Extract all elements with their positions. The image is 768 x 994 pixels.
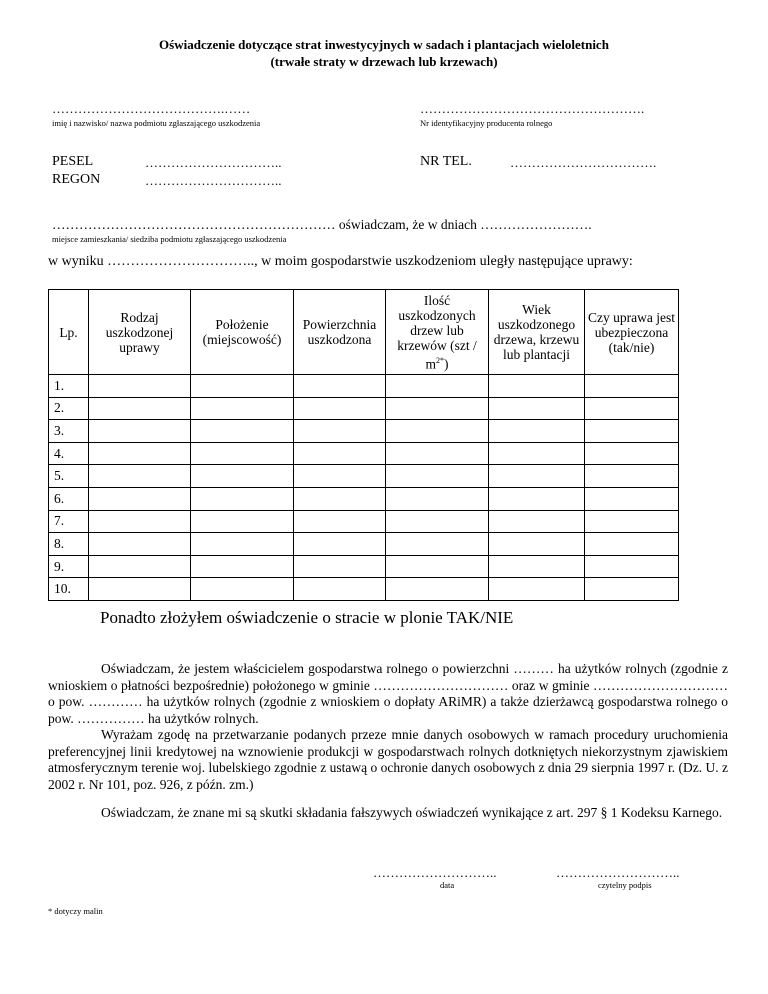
header-insured: Czy uprawa jest ubezpieczona (tak/nie) <box>585 290 679 375</box>
table-row <box>49 442 679 465</box>
table-row <box>49 487 679 510</box>
cause-line[interactable]: w wyniku ………………………….., w moim gospodarstwie uszkodzeniom uległy następujące uprawy: <box>48 254 633 269</box>
header-area: Powierzchnia uszkodzona <box>294 290 386 375</box>
date-label: data <box>440 880 455 890</box>
document-title-line2: (trwałe straty w drzewach lub krzewach) <box>270 54 498 69</box>
phone-field[interactable]: ……………………………. <box>510 155 657 170</box>
header-age: Wiek uszkodzonego drzewa, krzewu lub plantacji <box>489 290 585 375</box>
address-label: miejsce zamieszkania/ siedziba podmiotu zgłaszającego uszkodzenia <box>52 234 287 244</box>
signature-label: czytelny podpis <box>598 880 652 890</box>
row-number: 9. <box>49 555 89 578</box>
name-field-label: imię i nazwisko/ nazwa podmiotu zgłaszającego uszkodzenia <box>52 118 261 128</box>
date-field[interactable]: ……………………….. <box>373 865 497 880</box>
ownership-paragraph: Oświadczam, że jestem właścicielem gospodarstwa rolnego o powierzchni ……… ha użytków rolnych (zgodnie z wnioskiem o płatności bezpośrednie) położonego w gminie ………………………… oraz w gminie ………………………… o pow. ………… ha użytków rolnych (zgodnie z wnioskiem o dopłaty ARiMR) a także dzierżawcą gospodarstwa rolnego o pow. …………… ha użytków rolnych. Wyrażam zgodę na przetwarzanie podanych przeze mnie danych osobowych w ramach procedury uruchomienia preferencyjnej linii kredytowej na wznowienie produkcji w gospodarstwach rolnych dotkniętych niekorzystnym zjawiskiem atmosferycznym terenie woj. lubelskiego zgodnie z ustawą o ochronie danych osobowych z dnia 29 sierpnia 1997 r. (Dz. U. z 2002 r. Nr 101, poz. 926, z późn. zm.) <box>48 661 728 792</box>
row-number: 6. <box>49 487 89 510</box>
header-crop-type: Rodzaj uszkodzonej uprawy <box>89 290 191 375</box>
row-number: 2. <box>49 397 89 420</box>
footnote: * dotyczy malin <box>48 906 103 916</box>
header-location: Położenie (miejscowość) <box>191 290 294 375</box>
damage-table <box>48 289 679 601</box>
row-number: 7. <box>49 510 89 533</box>
consent-paragraph: Wyrażam zgodę na przetwarzanie podanych przeze mnie danych osobowych w ramach procedury uruchomienia preferencyjnej linii kredytowej na wznowienie produkcji w gospodarstwach rolnych dotkniętych niekorzystnym zjawiskiem atmosferycznym terenie woj. lubelskiego zgodnie z ustawą o ochronie danych osobowych z dnia 29 sierpnia 1997 r. (Dz. U. z 2002 r. Nr 101, poz. 926, z późn. zm.) <box>48 727 728 792</box>
table-row <box>49 578 679 601</box>
document-title-line1: Oświadczenie dotyczące strat inwestycyjnych w sadach i plantacjach wieloletnich <box>159 37 609 52</box>
row-number: 5. <box>49 465 89 488</box>
name-field[interactable]: ………………………………….…… <box>52 101 251 116</box>
table-row <box>49 555 679 578</box>
table-row <box>49 510 679 533</box>
phone-label: NR TEL. <box>420 154 472 169</box>
row-number: 1. <box>49 375 89 398</box>
table-row <box>49 465 679 488</box>
address-and-dates-line[interactable]: ……………………………………………………… oświadczam, że w dniach ……………………. <box>52 217 592 232</box>
signature-field[interactable]: ……………………….. <box>556 865 680 880</box>
row-number: 8. <box>49 533 89 556</box>
regon-field[interactable]: ………………………….. <box>145 173 282 188</box>
header-quantity: Ilość uszkodzonych drzew lub krzewów $(szt / m^{2*})$ <box>386 290 489 375</box>
producer-id-label: Nr identyfikacyjny producenta rolnego <box>420 118 553 128</box>
row-number: 4. <box>49 442 89 465</box>
row-number: 10. <box>49 578 89 601</box>
table-row <box>49 375 679 398</box>
row-number: 3. <box>49 420 89 443</box>
liability-paragraph: Oświadczam, że znane mi są skutki składania fałszywych oświadczeń wynikające z art. 297 § 1 Kodeksu Karnego. <box>101 805 723 820</box>
header-lp: Lp. <box>49 290 89 375</box>
table-row <box>49 420 679 443</box>
regon-label: REGON <box>52 172 101 187</box>
table-row <box>49 397 679 420</box>
pesel-field[interactable]: ………………………….. <box>145 155 282 170</box>
pesel-label: PESEL <box>52 154 94 169</box>
table-header-row <box>49 290 679 375</box>
producer-id-field[interactable]: ……………………………………………. <box>420 101 645 116</box>
crop-loss-statement: Ponadto złożyłem oświadczenie o stracie w plonie TAK/NIE <box>100 608 514 627</box>
table-row <box>49 533 679 556</box>
